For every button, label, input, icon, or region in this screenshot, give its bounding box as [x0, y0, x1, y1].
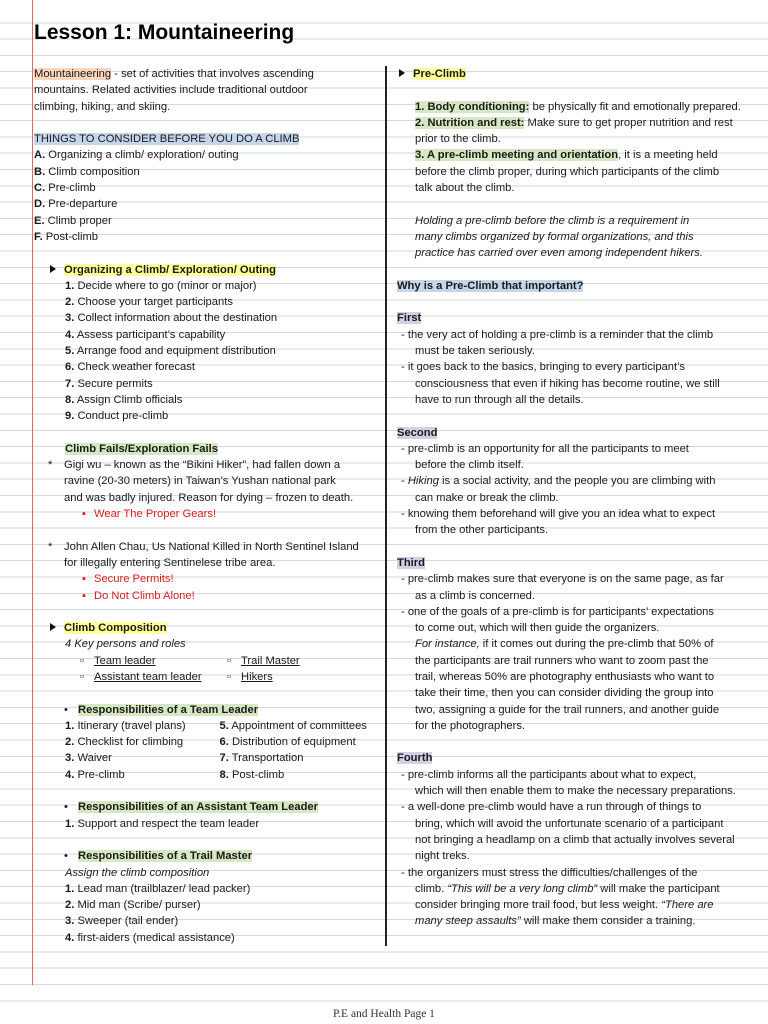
preclimb-item: 3. A pre-climb meeting and orientation, it is a meeting held — [415, 149, 718, 162]
spacer — [34, 522, 374, 538]
trail-master-heading: • Responsibilities of a Trail Master — [34, 848, 374, 864]
spacer — [34, 783, 374, 799]
fourth-line: night treks. — [415, 850, 470, 863]
spacer — [397, 82, 762, 98]
square-bullet-icon: ▪ — [82, 589, 86, 602]
organizing-item: 6. Check weather forecast — [65, 361, 195, 374]
right-column — [397, 66, 762, 930]
fourth-line: bring, which will avoid the unfortunate scenario of a participant — [415, 817, 724, 830]
bullet-icon: • — [64, 801, 68, 814]
team-leader-row: 4. Pre-climb 8. Post-climb — [65, 768, 285, 781]
fourth-line: climb. “This will be a very long climb” will make the participant — [415, 882, 720, 895]
spacer — [34, 115, 374, 131]
fails-case-line: and was badly injured. Reason for dying – frozen to death. — [64, 491, 354, 504]
fourth-line: not bringing a headlamp on a climb that actually involves several — [415, 833, 735, 846]
things-item: B. Climb composition — [34, 165, 140, 178]
circle-bullet-icon: ▫ — [80, 670, 84, 683]
preclimb-item-line: talk about the climb. — [415, 182, 515, 195]
fails-lesson: ▪ Wear The Proper Gears! — [34, 506, 374, 522]
roles-row: ▫ Assistant team leader ▫ Hikers — [34, 669, 374, 685]
fails-case: * Gigi wu – known as the “Bikini Hiker”, had fallen down a — [34, 457, 374, 473]
fourth-line: many steep assaults” will make them consider a training. — [415, 915, 696, 928]
second-line: - pre-climb is an opportunity for all the participants to meet — [401, 442, 689, 455]
fourth-line: consider bringing more trail food, but less weight. “There are — [415, 899, 714, 912]
third-line: for the photographers. — [415, 719, 526, 732]
roles-row: ▫ Team leader ▫ Trail Master — [34, 653, 374, 669]
asterisk-bullet-icon: * — [48, 459, 53, 472]
fails-lesson: ▪ Do Not Climb Alone! — [34, 588, 374, 604]
intro-line: climbing, hiking, and skiing. — [34, 100, 171, 113]
spacer — [34, 425, 374, 441]
triangle-bullet-icon — [399, 69, 405, 77]
third-line: the participants are trail runners who want to zoom past the — [415, 654, 709, 667]
third-line: - pre-climb makes sure that everyone is on the same page, as far — [401, 573, 724, 586]
organizing-item: 8. Assign Climb officials — [65, 393, 183, 406]
triangle-bullet-icon — [50, 265, 56, 273]
things-item: D. Pre-departure — [34, 198, 118, 211]
preclimb-item: 2. Nutrition and rest: Make sure to get proper nutrition and rest — [415, 116, 733, 129]
circle-bullet-icon: ▫ — [227, 670, 231, 683]
fourth-line: - pre-climb informs all the participants about what to expect, — [401, 768, 697, 781]
assistant-heading: • Responsibilities of an Assistant Team Leader — [34, 799, 374, 815]
first-heading: First — [397, 312, 422, 325]
third-line: - one of the goals of a pre-climb is for participants’ expectations — [401, 605, 714, 618]
spacer — [397, 408, 762, 424]
spacer — [34, 685, 374, 701]
fourth-line: - a well-done pre-climb would have a run through of things to — [401, 801, 702, 814]
page-title: Lesson 1: Mountaineering — [34, 21, 295, 44]
intro-term: Mountaineering — [34, 68, 112, 80]
second-line: can make or break the climb. — [415, 491, 559, 504]
trail-master-item: 2. Mid man (Scribe/ purser) — [65, 899, 201, 912]
first-line: - the very act of holding a pre-climb is a reminder that the climb — [401, 328, 714, 341]
asterisk-bullet-icon: * — [48, 540, 53, 553]
spacer — [34, 245, 374, 261]
third-line: two, assigning a guide for the trail runners, and another guide — [415, 703, 720, 716]
intro-line: Mountaineering - set of activities that involves ascending — [34, 68, 314, 80]
spacer — [397, 734, 762, 750]
spacer — [34, 604, 374, 620]
fails-lesson: ▪ Secure Permits! — [34, 571, 374, 587]
fails-heading: Climb Fails/Exploration Fails — [65, 442, 218, 455]
preclimb-heading: Pre-Climb — [397, 66, 762, 82]
spacer — [397, 262, 762, 278]
second-line: before the climb itself. — [415, 459, 524, 472]
organizing-item: 7. Secure permits — [65, 377, 153, 390]
organizing-item: 4. Assess participant’s capability — [65, 328, 226, 341]
organizing-item: 3. Collect information about the destination — [65, 312, 278, 325]
square-bullet-icon: ▪ — [82, 573, 86, 586]
preclimb-item-line: before the climb proper, during which participants of the climb — [415, 165, 720, 178]
notebook-margin-line — [32, 0, 33, 985]
why-heading: Why is a Pre-Climb that important? — [397, 279, 584, 292]
things-item: A. Organizing a climb/ exploration/ outing — [34, 149, 239, 162]
team-leader-row: 1. Itinerary (travel plans) 5. Appointment of committees — [65, 719, 367, 732]
fourth-line: which will then enable them to make the necessary preparations. — [415, 785, 736, 798]
things-item: F. Post-climb — [34, 230, 99, 243]
second-heading: Second — [397, 426, 438, 439]
preclimb-note: Holding a pre-climb before the climb is a requirement in — [415, 214, 690, 227]
fourth-heading: Fourth — [397, 752, 433, 765]
third-line: as a climb is concerned. — [415, 589, 536, 602]
spacer — [34, 832, 374, 848]
first-line: must be taken seriously. — [415, 345, 535, 358]
page-footer: P.E and Health Page 1 — [0, 1006, 768, 1022]
second-line: from the other participants. — [415, 524, 549, 537]
preclimb-note: practice has carried over even among independent hikers. — [415, 247, 703, 260]
intro-line: mountains. Related activities include traditional outdoor — [34, 84, 308, 97]
team-leader-row: 3. Waiver 7. Transportation — [65, 752, 304, 765]
preclimb-item: 1. Body conditioning: be physically fit and emotionally prepared. — [415, 100, 741, 113]
team-leader-heading: • Responsibilities of a Team Leader — [34, 702, 374, 718]
circle-bullet-icon: ▫ — [80, 654, 84, 667]
bullet-icon: • — [64, 850, 68, 863]
spacer — [397, 539, 762, 555]
spacer — [397, 294, 762, 310]
things-heading: THINGS TO CONSIDER BEFORE YOU DO A CLIMB — [34, 133, 300, 146]
team-leader-row: 2. Checklist for climbing 6. Distribution of equipment — [65, 736, 356, 749]
fails-case-line: for illegally entering Sentinelese tribe area. — [64, 556, 276, 569]
organizing-item: 1. Decide where to go (minor or major) — [65, 279, 257, 292]
trail-master-item: 1. Lead man (trailblazer/ lead packer) — [65, 882, 251, 895]
first-line: consciousness that even if hiking has become routine, we still — [415, 377, 720, 390]
square-bullet-icon: ▪ — [82, 508, 86, 521]
trail-master-item: 3. Sweeper (tail ender) — [65, 915, 179, 928]
things-item: E. Climb proper — [34, 214, 112, 227]
organizing-item: 2. Choose your target participants — [65, 296, 233, 309]
composition-subheading: 4 Key persons and roles — [65, 638, 186, 651]
organizing-heading: Organizing a Climb/ Exploration/ Outing — [34, 262, 374, 278]
bullet-icon: • — [64, 703, 68, 716]
left-column — [34, 66, 374, 946]
assistant-item: 1. Support and respect the team leader — [65, 817, 260, 830]
trail-master-subheading: Assign the climb composition — [65, 866, 210, 879]
things-item: C. Pre-climb — [34, 182, 96, 195]
preclimb-item-line: prior to the climb. — [415, 133, 501, 146]
second-line: - knowing them beforehand will give you an idea what to expect — [401, 508, 716, 521]
fails-case: * John Allen Chau, Us National Killed in North Sentinel Island — [34, 539, 374, 555]
organizing-item: 5. Arrange food and equipment distribution — [65, 345, 276, 358]
trail-master-item: 4. first-aiders (medical assistance) — [65, 931, 235, 944]
fourth-line: - the organizers must stress the difficulties/challenges of the — [401, 866, 698, 879]
second-line: - Hiking is a social activity, and the people you are climbing with — [401, 475, 716, 488]
third-line: take their time, then you can consider dividing the group into — [415, 687, 714, 700]
circle-bullet-icon: ▫ — [227, 654, 231, 667]
fails-case-line: ravine (20-30 meters) in Taiwan’s Yushan national park — [64, 475, 336, 488]
third-line: trail, whereas 50% are photography enthusiasts who want to — [415, 670, 715, 683]
composition-heading: Climb Composition — [34, 620, 374, 636]
third-line: to come out, which will then guide the organizers. — [415, 622, 660, 635]
organizing-item: 9. Conduct pre-climb — [65, 410, 169, 423]
first-line: - it goes back to the basics, bringing to every participant’s — [401, 361, 685, 374]
spacer — [397, 196, 762, 212]
triangle-bullet-icon — [50, 623, 56, 631]
first-line: have to run through all the details. — [415, 393, 584, 406]
third-line: For instance, if it comes out during the pre-climb that 50% of — [415, 638, 714, 651]
preclimb-note: many climbs organized by formal organizations, and this — [415, 230, 694, 243]
column-divider — [385, 66, 387, 946]
third-heading: Third — [397, 556, 425, 569]
